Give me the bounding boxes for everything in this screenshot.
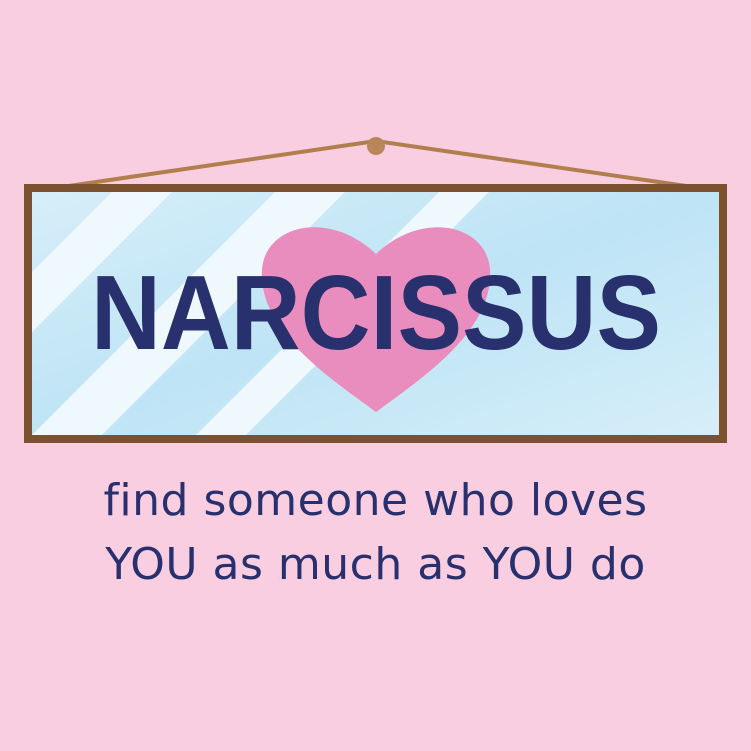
nail-icon [367, 137, 385, 155]
tagline-line-2: YOU as much as YOU do [105, 539, 646, 590]
sign-title: NARCISSUS [91, 254, 661, 372]
tagline-line-1: find someone who loves [103, 475, 648, 526]
